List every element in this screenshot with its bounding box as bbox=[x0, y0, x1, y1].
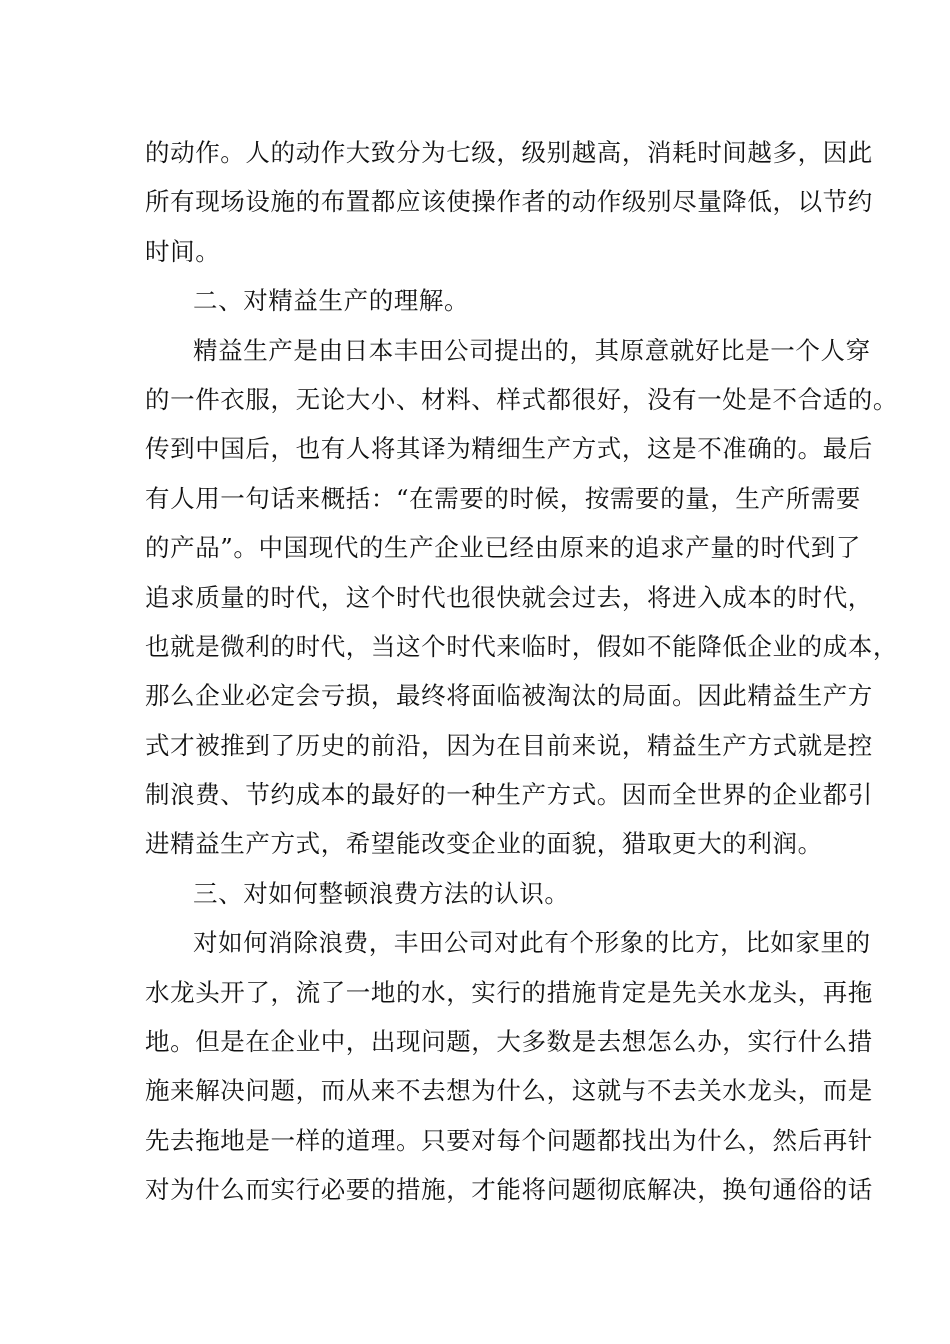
text-line: 所有现场设施的布置都应该使操作者的动作级别尽量降低，以节约 bbox=[145, 187, 873, 217]
text-line: 先去拖地是一样的道理。只要对每个问题都找出为什么，然后再针 bbox=[145, 1125, 873, 1155]
text-line: 的产品”。中国现代的生产企业已经由原来的追求产量的时代到了 bbox=[145, 533, 861, 563]
text-line: 追求质量的时代，这个时代也很快就会过去，将进入成本的时代， bbox=[145, 582, 873, 612]
text-line: 进精益生产方式，希望能改变企业的面貌，猎取更大的利润。 bbox=[145, 829, 823, 859]
text-line: 施来解决问题，而从来不去想为什么，这就与不去关水龙头，而是 bbox=[145, 1076, 873, 1106]
text-line: 式才被推到了历史的前沿，因为在目前来说，精益生产方式就是控 bbox=[145, 730, 873, 760]
text-line: 时间。 bbox=[145, 236, 221, 266]
document-body bbox=[145, 128, 898, 1215]
text-line: 传到中国后，也有人将其译为精细生产方式，这是不准确的。最后 bbox=[145, 434, 873, 464]
text-line: 地。但是在企业中，出现问题，大多数是去想怎么办，实行什么措 bbox=[145, 1027, 873, 1057]
text-line: 的动作。人的动作大致分为七级，级别越高，消耗时间越多，因此 bbox=[145, 138, 873, 167]
text-line: 有人用一句话来概括：“在需要的时候，按需要的量，生产所需要 bbox=[145, 483, 861, 513]
section-heading: 二、对精益生产的理解。 bbox=[193, 286, 470, 316]
section-heading: 三、对如何整顿浪费方法的认识。 bbox=[193, 878, 570, 908]
text-line: 对为什么而实行必要的措施，才能将问题彻底解决，换句通俗的话 bbox=[145, 1175, 873, 1205]
text-line: 制浪费、节约成本的最好的一种生产方式。因而全世界的企业都引 bbox=[145, 780, 873, 810]
text-line: 对如何消除浪费，丰田公司对此有个形象的比方，比如家里的 bbox=[193, 928, 871, 958]
text-line: 精益生产是由日本丰田公司提出的，其原意就好比是一个人穿 bbox=[193, 335, 871, 365]
text-line: 也就是微利的时代，当这个时代来临时，假如不能降低企业的成本， bbox=[145, 631, 898, 661]
text-line: 的一件衣服，无论大小、材料、样式都很好，没有一处是不合适的。 bbox=[145, 384, 898, 414]
text-line: 那么企业必定会亏损，最终将面临被淘汰的局面。因此精益生产方 bbox=[145, 681, 873, 711]
text-line: 水龙头开了，流了一地的水，实行的措施肯定是先关水龙头，再拖 bbox=[145, 977, 873, 1007]
